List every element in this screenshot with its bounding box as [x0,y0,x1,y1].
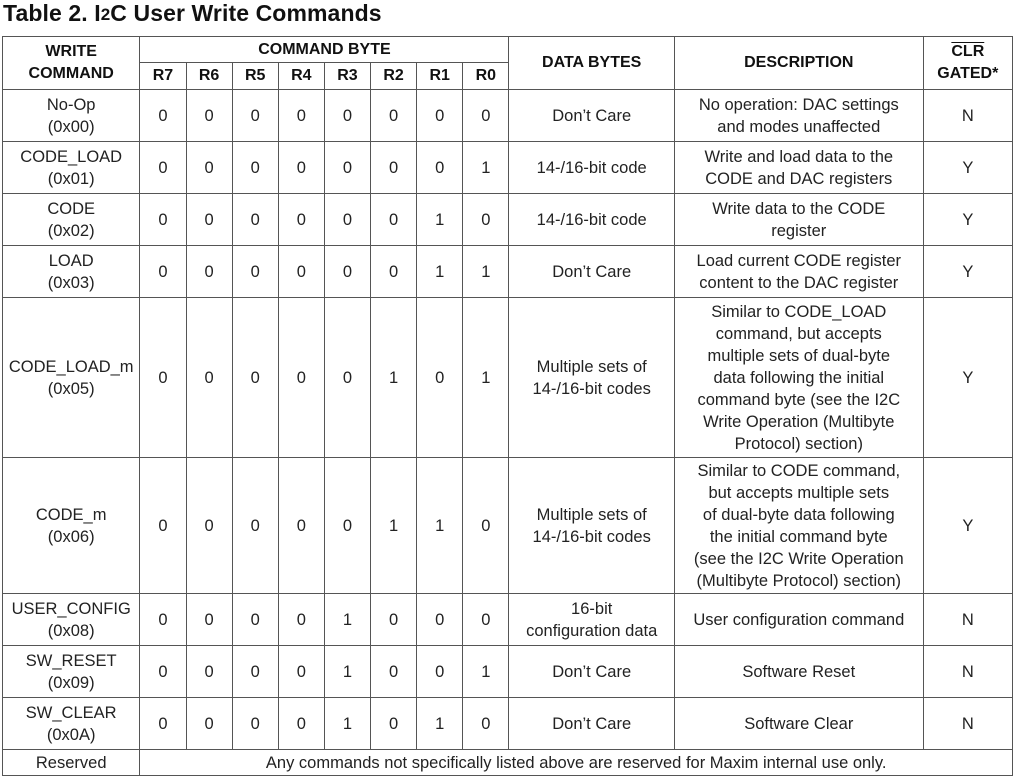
command-name: USER_CONFIG [11,599,131,618]
header-write-command: WRITE COMMAND [3,37,140,90]
bit-cell: 0 [186,458,232,594]
command-name: LOAD [48,251,94,270]
header-bit: R0 [463,63,509,90]
description-line: multiple sets of dual-byte [707,346,891,365]
data-bytes-cell [509,698,674,750]
bit-cell: 0 [140,594,186,646]
description-line: Similar to CODE command, [697,461,901,480]
header-clr-gated: $\overline{CLR}$ GATED* [923,37,1012,90]
table-row [3,698,1013,750]
bit-cell: 0 [324,90,370,142]
header-bit: R3 [324,63,370,90]
clr-gated-cell: Y [923,246,1012,298]
bit-cell: 1 [463,246,509,298]
write-command-cell [3,142,140,194]
command-name: SW_CLEAR [25,703,117,722]
bit-cell: 0 [140,90,186,142]
bit-cell: 0 [232,698,278,750]
clr-gated-cell: Y [923,142,1012,194]
bit-cell: 0 [278,90,324,142]
bit-cell: 0 [232,90,278,142]
bit-cell: 0 [140,246,186,298]
description-line: command byte (see the I2C [697,390,901,409]
bit-cell: 0 [186,298,232,458]
bit-cell: 0 [186,594,232,646]
bit-cell: 0 [278,698,324,750]
bit-cell: 0 [324,142,370,194]
reserved-note: Any commands not specifically listed above are reserved for Maxim internal use only. [140,750,1013,776]
data-bytes-line: 14-/16-bit codes [532,379,651,398]
data-bytes-line: configuration data [526,621,658,640]
table-row [3,646,1013,698]
description-cell [674,646,923,698]
bit-cell: 0 [140,458,186,594]
write-commands-table [2,36,1013,776]
table-row [3,594,1013,646]
clr-gated-cell: N [923,698,1012,750]
write-command-cell [3,194,140,246]
description-line: Software Clear [744,714,854,733]
table-row [3,298,1013,458]
data-bytes-line: Multiple sets of [536,505,647,524]
write-command-cell [3,90,140,142]
bit-cell: 0 [232,298,278,458]
data-bytes-line: 14-/16-bit code [536,158,647,177]
description-cell [674,698,923,750]
data-bytes-cell [509,246,674,298]
bit-cell: 0 [417,142,463,194]
description-line: Write Operation (Multibyte [703,412,895,431]
bit-cell: 0 [232,458,278,594]
table-title: Table 2. I2C User Write Commands [3,0,382,26]
header-bit: R5 [232,63,278,90]
header-bit: R4 [278,63,324,90]
bit-cell: 0 [417,298,463,458]
data-bytes-cell [509,458,674,594]
bit-cell: 0 [186,90,232,142]
description-line: command, but accepts [715,324,882,343]
clr-gated-cell: N [923,646,1012,698]
clr-gated-cell: N [923,90,1012,142]
description-line: User configuration command [693,610,905,629]
data-bytes-line: Multiple sets of [536,357,647,376]
description-line: of dual-byte data following [702,505,895,524]
bit-cell: 0 [371,142,417,194]
command-code: (0x02) [47,221,95,240]
command-code: (0x03) [47,273,95,292]
description-line: content to the DAC register [699,273,899,292]
bit-cell: 1 [417,194,463,246]
bit-cell: 0 [278,646,324,698]
data-bytes-line: Don’t Care [552,262,632,281]
header-bit: R7 [140,63,186,90]
description-line: (see the I2C Write Operation [693,549,904,568]
bit-cell: 0 [371,594,417,646]
data-bytes-cell [509,142,674,194]
reserved-label: Reserved [3,750,140,776]
bit-cell: 0 [371,246,417,298]
table-row [3,194,1013,246]
command-name: CODE_m [35,505,107,524]
bit-cell: 0 [371,90,417,142]
table-body [3,90,1013,750]
bit-cell: 0 [186,698,232,750]
data-bytes-line: Don’t Care [552,714,632,733]
command-name: CODE_LOAD [20,147,123,166]
bit-cell: 0 [324,246,370,298]
command-code: (0x01) [47,169,95,188]
command-code: (0x00) [47,117,95,136]
bit-cell: 0 [278,458,324,594]
bit-cell: 0 [232,246,278,298]
description-line: register [771,221,827,240]
bit-cell: 0 [140,698,186,750]
bit-cell: 0 [140,646,186,698]
description-cell [674,194,923,246]
bit-cell: 0 [278,194,324,246]
description-line: Write and load data to the [704,147,894,166]
write-command-cell [3,246,140,298]
header-bit: R6 [186,63,232,90]
description-line: No operation: DAC settings [698,95,899,114]
description-line: Load current CODE register [696,251,902,270]
description-line: CODE and DAC registers [705,169,893,188]
bit-cell: 1 [324,646,370,698]
bit-cell: 0 [417,646,463,698]
data-bytes-cell [509,594,674,646]
data-bytes-line: 14-/16-bit codes [532,527,651,546]
bit-cell: 0 [186,246,232,298]
description-line: Write data to the CODE [712,199,886,218]
command-name: CODE [47,199,96,218]
bit-cell: 1 [371,298,417,458]
bit-cell: 0 [278,298,324,458]
bit-cell: 1 [417,246,463,298]
bit-cell: 1 [463,646,509,698]
command-name: SW_RESET [25,651,117,670]
bit-cell: 0 [324,458,370,594]
data-bytes-line: Don’t Care [552,106,632,125]
bit-cell: 0 [232,594,278,646]
clr-gated-cell: Y [923,298,1012,458]
table-row [3,458,1013,594]
bit-cell: 0 [371,698,417,750]
command-name: CODE_LOAD_m [8,357,134,376]
write-command-cell [3,458,140,594]
bit-cell: 0 [463,90,509,142]
write-command-cell [3,594,140,646]
data-bytes-cell [509,298,674,458]
data-bytes-line: 16-bit [571,599,613,618]
bit-cell: 0 [278,246,324,298]
description-cell [674,142,923,194]
bit-cell: 1 [463,298,509,458]
description-line: (Multibyte Protocol) section) [696,571,902,590]
description-line: data following the initial [713,368,885,387]
description-cell [674,298,923,458]
bit-cell: 0 [417,594,463,646]
clr-gated-cell: N [923,594,1012,646]
bit-cell: 1 [324,594,370,646]
description-line: Software Reset [742,662,856,681]
header-bit: R1 [417,63,463,90]
bit-cell: 0 [417,90,463,142]
command-code: (0x09) [47,673,95,692]
bit-cell: 0 [186,194,232,246]
bit-cell: 1 [324,698,370,750]
bit-cell: 0 [463,194,509,246]
description-cell [674,458,923,594]
command-code: (0x06) [47,527,95,546]
command-code: (0x08) [47,621,95,640]
bit-cell: 0 [186,646,232,698]
data-bytes-cell [509,646,674,698]
header-bit: R2 [371,63,417,90]
bit-cell: 0 [324,298,370,458]
bit-cell: 0 [371,194,417,246]
command-code: (0x05) [47,379,95,398]
table-row [3,90,1013,142]
table-row [3,142,1013,194]
bit-cell: 0 [186,142,232,194]
clr-gated-cell: Y [923,458,1012,594]
command-name: No-Op [46,95,96,114]
data-bytes-line: 14-/16-bit code [536,210,647,229]
command-code: (0x0A) [46,725,96,744]
bit-cell: 0 [140,298,186,458]
table-row [3,246,1013,298]
bit-cell: 0 [140,142,186,194]
bit-cell: 0 [463,594,509,646]
bit-cell: 0 [278,594,324,646]
data-bytes-cell [509,194,674,246]
bit-cell: 0 [232,142,278,194]
bit-cell: 1 [417,698,463,750]
write-command-cell [3,646,140,698]
bit-cell: 0 [371,646,417,698]
description-line: but accepts multiple sets [708,483,890,502]
description-line: Protocol) section) [734,434,863,453]
write-command-cell [3,298,140,458]
description-line: the initial command byte [709,527,888,546]
header-description: DESCRIPTION [674,37,923,90]
bit-cell: 0 [324,194,370,246]
write-command-cell [3,698,140,750]
clr-gated-cell: Y [923,194,1012,246]
header-command-byte: COMMAND BYTE [140,37,509,63]
description-cell [674,594,923,646]
bit-cell: 1 [417,458,463,594]
bit-cell: 0 [463,458,509,594]
description-cell [674,246,923,298]
bit-cell: 0 [463,698,509,750]
bit-cell: 1 [463,142,509,194]
description-line: Similar to CODE_LOAD [711,302,887,321]
bit-cell: 0 [232,194,278,246]
data-bytes-line: Don’t Care [552,662,632,681]
description-cell [674,90,923,142]
description-line: and modes unaffected [717,117,881,136]
bit-cell: 1 [371,458,417,594]
data-bytes-cell [509,90,674,142]
bit-cell: 0 [278,142,324,194]
header-data-bytes: DATA BYTES [509,37,674,90]
bit-cell: 0 [232,646,278,698]
bit-cell: 0 [140,194,186,246]
